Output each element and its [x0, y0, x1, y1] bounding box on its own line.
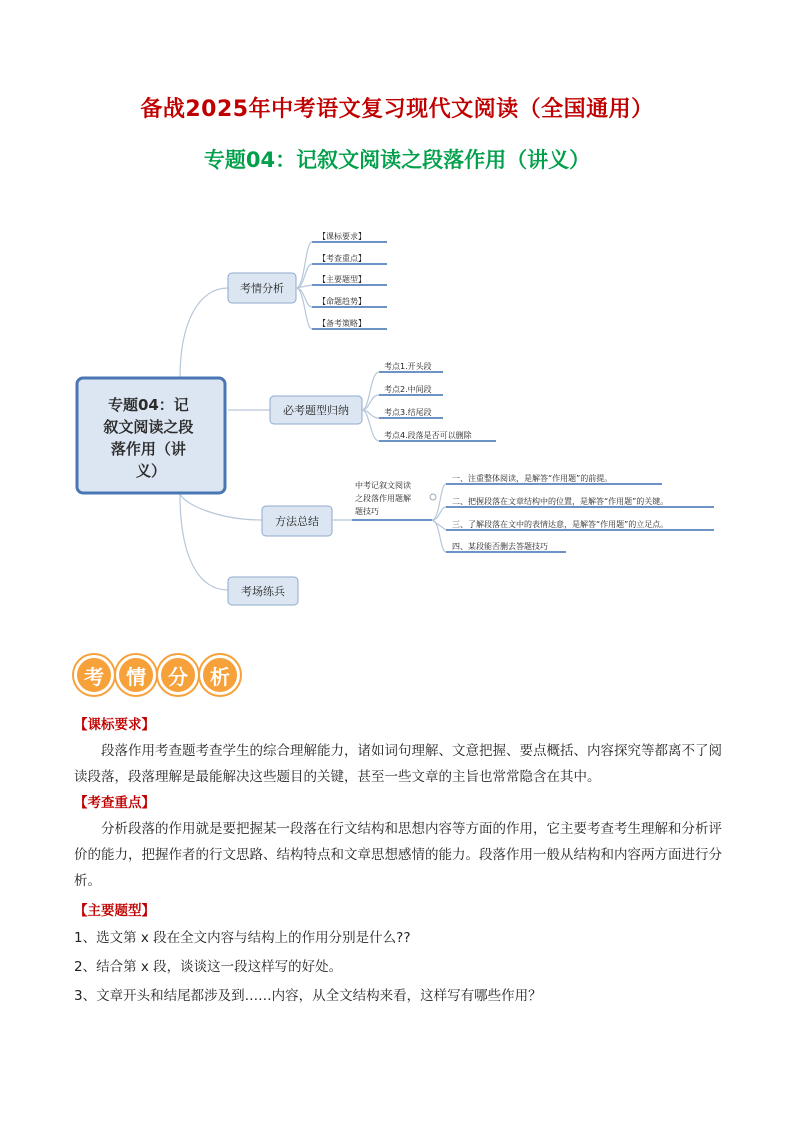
node-bikao-label: 必考题型归纳 — [283, 404, 349, 417]
kaoqing-item-1: 【课标要求】 — [318, 232, 366, 241]
root-line-1: 专题04：记 — [107, 396, 189, 414]
section-badge — [74, 655, 240, 695]
fangfa-item-3: 三、了解段落在文中的表情达意，是解答“作用题”的立足点。 — [452, 520, 669, 529]
fangfa-item-4: 四、某段能否删去答题技巧 — [452, 542, 548, 551]
question-item-1: 1、选文第 x 段在全文内容与结构上的作用分别是什么?? — [74, 930, 411, 946]
bikao-item-4: 考点4.段落是否可以删除 — [384, 431, 472, 440]
paragraph-kebiao: 段落作用考查题考查学生的综合理解能力，诸如词句理解、文意把握、要点概括、内容探究等都离不了阅读段落，段落理解是最能解决这些题目的关键，甚至一些文章的主旨也常常隐含在其中。 — [74, 743, 722, 785]
node-kaochang-label: 考场练兵 — [241, 585, 285, 598]
bikao-item-3: 考点3.结尾段 — [384, 408, 432, 417]
node-fangfa-label: 方法总结 — [275, 515, 319, 528]
question-item-2: 2、结合第 x 段，谈谈这一段这样写的好处。 — [74, 959, 343, 975]
kaoqing-item-5: 【备考策略】 — [318, 319, 366, 328]
kaoqing-item-4: 【命题趋势】 — [318, 297, 366, 306]
kaoqing-item-3: 【主要题型】 — [318, 275, 366, 284]
badge-char-3: 分 — [158, 655, 198, 695]
heading-tixing: 【主要题型】 — [74, 903, 155, 919]
badge-char-1: 考 — [74, 655, 114, 695]
question-item-3: 3、文章开头和结尾都涉及到……内容，从全文结构来看，这样写有哪些作用？ — [74, 988, 542, 1004]
document-body — [74, 712, 724, 1011]
node-kaoqing-label: 考情分析 — [240, 282, 284, 295]
fangfa-item-2: 二、把握段落在文章结构中的位置，是解答“作用题”的关键。 — [452, 497, 669, 506]
heading-kaocha: 【考查重点】 — [74, 795, 155, 811]
fangfa-sub-2: 之段落作用题解 — [355, 494, 411, 503]
root-line-2: 叙文阅读之段 — [103, 418, 194, 436]
badge-char-2: 情 — [116, 655, 156, 695]
connector-kaochang — [180, 494, 228, 590]
paragraph-kaocha: 分析段落的作用就是要把握某一段落在行文结构和思想内容等方面的作用，它主要考查考生理解和分析评价的能力，把握作者的行文思路、结构特点和文章思想感情的能力。段落作用一般从结构和内容两方面进行分析。 — [74, 821, 722, 889]
mind-map — [0, 215, 794, 615]
fangfa-sub-1: 中考记叙文阅读 — [355, 481, 411, 490]
connector-kaoqing — [180, 288, 228, 378]
document-title: 备战2025年中考语文复习现代文阅读（全国通用） — [140, 97, 654, 122]
root-line-3: 落作用（讲 — [110, 440, 186, 458]
bikao-item-2: 考点2.中间段 — [384, 385, 432, 394]
badge-char-4: 析 — [200, 655, 240, 695]
kaoqing-item-2: 【考查重点】 — [318, 254, 366, 263]
root-line-4: 义） — [135, 462, 167, 480]
svg-text:中考记叙文阅读 之段落作用题解 题技巧 — [355, 480, 414, 516]
connector-fangfa — [180, 494, 262, 520]
bikao-item-1: 考点1.开头段 — [384, 362, 432, 371]
fangfa-item-1: 一、注重整体阅读，是解答“作用题”的前提。 — [452, 474, 613, 483]
heading-kebiao: 【课标要求】 — [74, 717, 155, 733]
document-subtitle: 专题04：记叙文阅读之段落作用（讲义） — [203, 148, 591, 172]
fangfa-collapse-icon — [430, 494, 436, 500]
fangfa-sub-3: 题技巧 — [355, 507, 379, 516]
